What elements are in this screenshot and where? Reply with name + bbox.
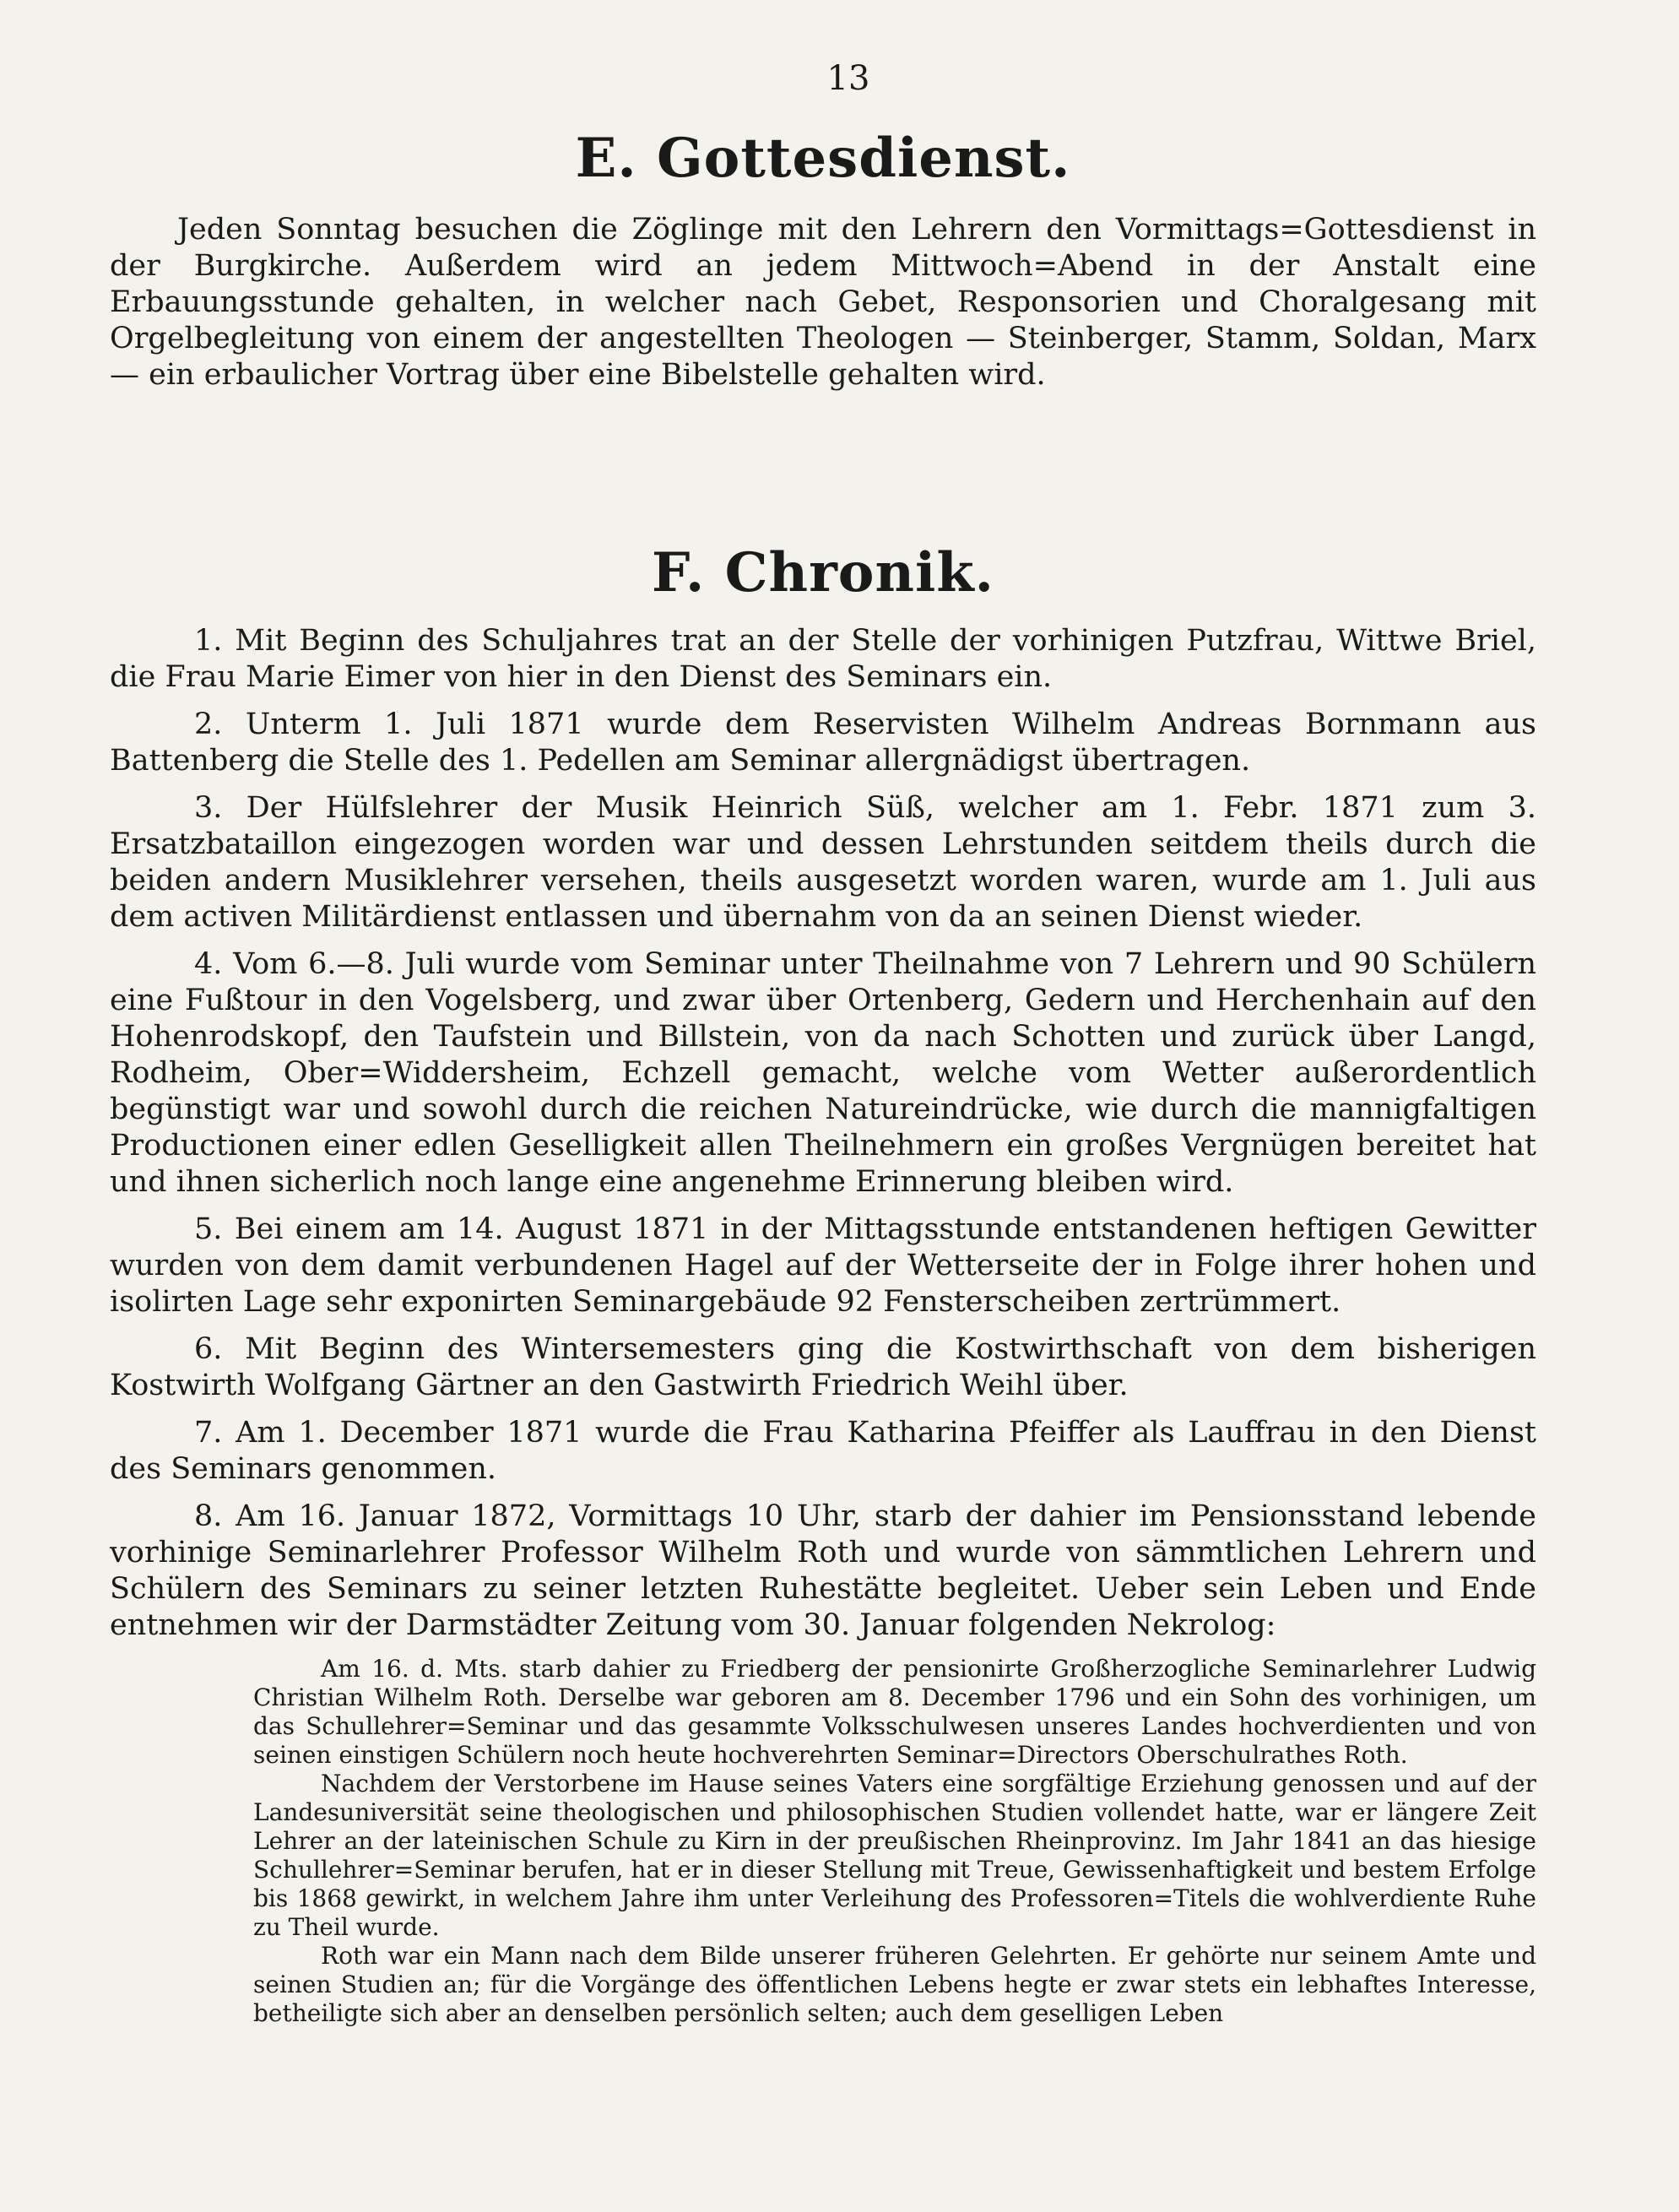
section-e-heading: E. Gottesdienst. xyxy=(575,127,1071,190)
page-number: 13 xyxy=(826,59,870,98)
chronicle-item-3: 3. Der Hülfslehrer der Musik Heinrich Süß, welcher am 1. Febr. 1871 zum 3. Ersatzbataillon eingezogen worden war und dessen Lehrstunden seitdem theils durch die beiden andern Musiklehrer versehen, theils ausgesetzt worden waren, wurde am 1. Juli aus dem activen Militärdienst entlassen und übernahm von da an seinen Dienst wieder. xyxy=(110,791,1536,934)
necrology-paragraph-1: Am 16. d. Mts. starb dahier zu Friedberg der pensionirte Großherzogliche Seminarlehrer Ludwig Christian Wilhelm Roth. Derselbe war geboren am 8. December 1796 und ein Sohn des vorhinigen, um das Schullehrer=Seminar und das gesammte Volksschulwesen unseres Landes hochverdienten und von seinen einstigen Schülern noch heute hochverehrten Seminar=Directors Oberschulrathes Roth. xyxy=(253,1655,1536,1769)
necrology-paragraph-2: Nachdem der Verstorbene im Hause seines Vaters eine sorgfältige Erziehung genossen und auf der Landesuniversität seine theologischen und philosophischen Studien vollendet hatte, war er längere Zeit Lehrer an der lateinischen Schule zu Kirn in der preußischen Rheinprovinz. Im Jahr 1841 an das hiesige Schullehrer=Seminar berufen, hat er in dieser Stellung mit Treue, Gewissenhaftigkeit und bestem Erfolge bis 1868 gewirkt, in welchem Jahre ihm unter Verleihung des Professoren=Titels die wohlverdiente Ruhe zu Theil wurde. xyxy=(253,1770,1536,1941)
chronicle-item-4: 4. Vom 6.—8. Juli wurde vom Seminar unter Theilnahme von 7 Lehrern und 90 Schülern eine Fußtour in den Vogelsberg, und zwar über Ortenberg, Gedern und Herchenhain auf den Hohenrodskopf, den Taufstein und Billstein, von da nach Schotten und zurück über Langd, Rodheim, Ober=Widdersheim, Echzell gemacht, welche vom Wetter außerordentlich begünstigt war und sowohl durch die reichen Natureindrücke, wie durch die mannigfaltigen Productionen einer edlen Geselligkeit allen Theilnehmern ein großes Vergnügen bereitet hat und ihnen sicherlich noch lange eine angenehme Erinnerung bleiben wird. xyxy=(110,947,1536,1199)
necrology-paragraph-3: Roth war ein Mann nach dem Bilde unserer früheren Gelehrten. Er gehörte nur seinem Amte und seinen Studien an; für die Vorgänge des öffentlichen Lebens hegte er zwar stets ein lebhaftes Interesse, betheiligte sich aber an denselben persönlich selten; auch dem geselligen Leben xyxy=(253,1942,1536,2027)
document-page xyxy=(110,59,1536,2028)
chronicle-item-7: 7. Am 1. December 1871 wurde die Frau Katharina Pfeiffer als Lauffrau in den Dienst des Seminars genommen. xyxy=(110,1416,1536,1486)
chronicle-item-1: 1. Mit Beginn des Schuljahres trat an der Stelle der vorhinigen Putzfrau, Wittwe Briel, die Frau Marie Eimer von hier in den Dienst des Seminars ein. xyxy=(110,624,1536,694)
chronicle-item-8: 8. Am 16. Januar 1872, Vormittags 10 Uhr, starb der dahier im Pensionsstand lebende vorhinige Seminarlehrer Professor Wilhelm Roth und wurde von sämmtlichen Lehrern und Schülern des Seminars zu seiner letzten Ruhestätte begleitet. Ueber sein Leben und Ende entnehmen wir der Darmstädter Zeitung vom 30. Januar folgenden Nekrolog: xyxy=(110,1499,1536,1642)
section-e-paragraph: Jeden Sonntag besuchen die Zöglinge mit den Lehrern den Vormittags=Gottesdienst in der Burgkirche. Außerdem wird an jedem Mittwoch=Abend in der Anstalt eine Erbauungsstunde gehalten, in welcher nach Gebet, Responsorien und Choralgesang mit Orgelbegleitung von einem der angestellten Theologen — Steinberger, Stamm, Soldan, Marx — ein erbaulicher Vortrag über eine Bibelstelle gehalten wird. xyxy=(110,213,1536,392)
chronicle-item-5: 5. Bei einem am 14. August 1871 in der Mittagsstunde entstandenen heftigen Gewitter wurden von dem damit verbundenen Hagel auf der Wetterseite der in Folge ihrer hohen und isolirten Lage sehr exponirten Seminargebäude 92 Fensterscheiben zertrümmert. xyxy=(110,1212,1536,1319)
chronicle-item-6: 6. Mit Beginn des Wintersemesters ging die Kostwirthschaft von dem bisherigen Kostwirth Wolfgang Gärtner an den Gastwirth Friedrich Weihl über. xyxy=(110,1332,1536,1402)
section-f-heading: F. Chronik. xyxy=(652,541,994,605)
chronicle-item-2: 2. Unterm 1. Juli 1871 wurde dem Reservisten Wilhelm Andreas Bornmann aus Battenberg die Stelle des 1. Pedellen am Seminar allergnädigst übertragen. xyxy=(110,708,1536,778)
